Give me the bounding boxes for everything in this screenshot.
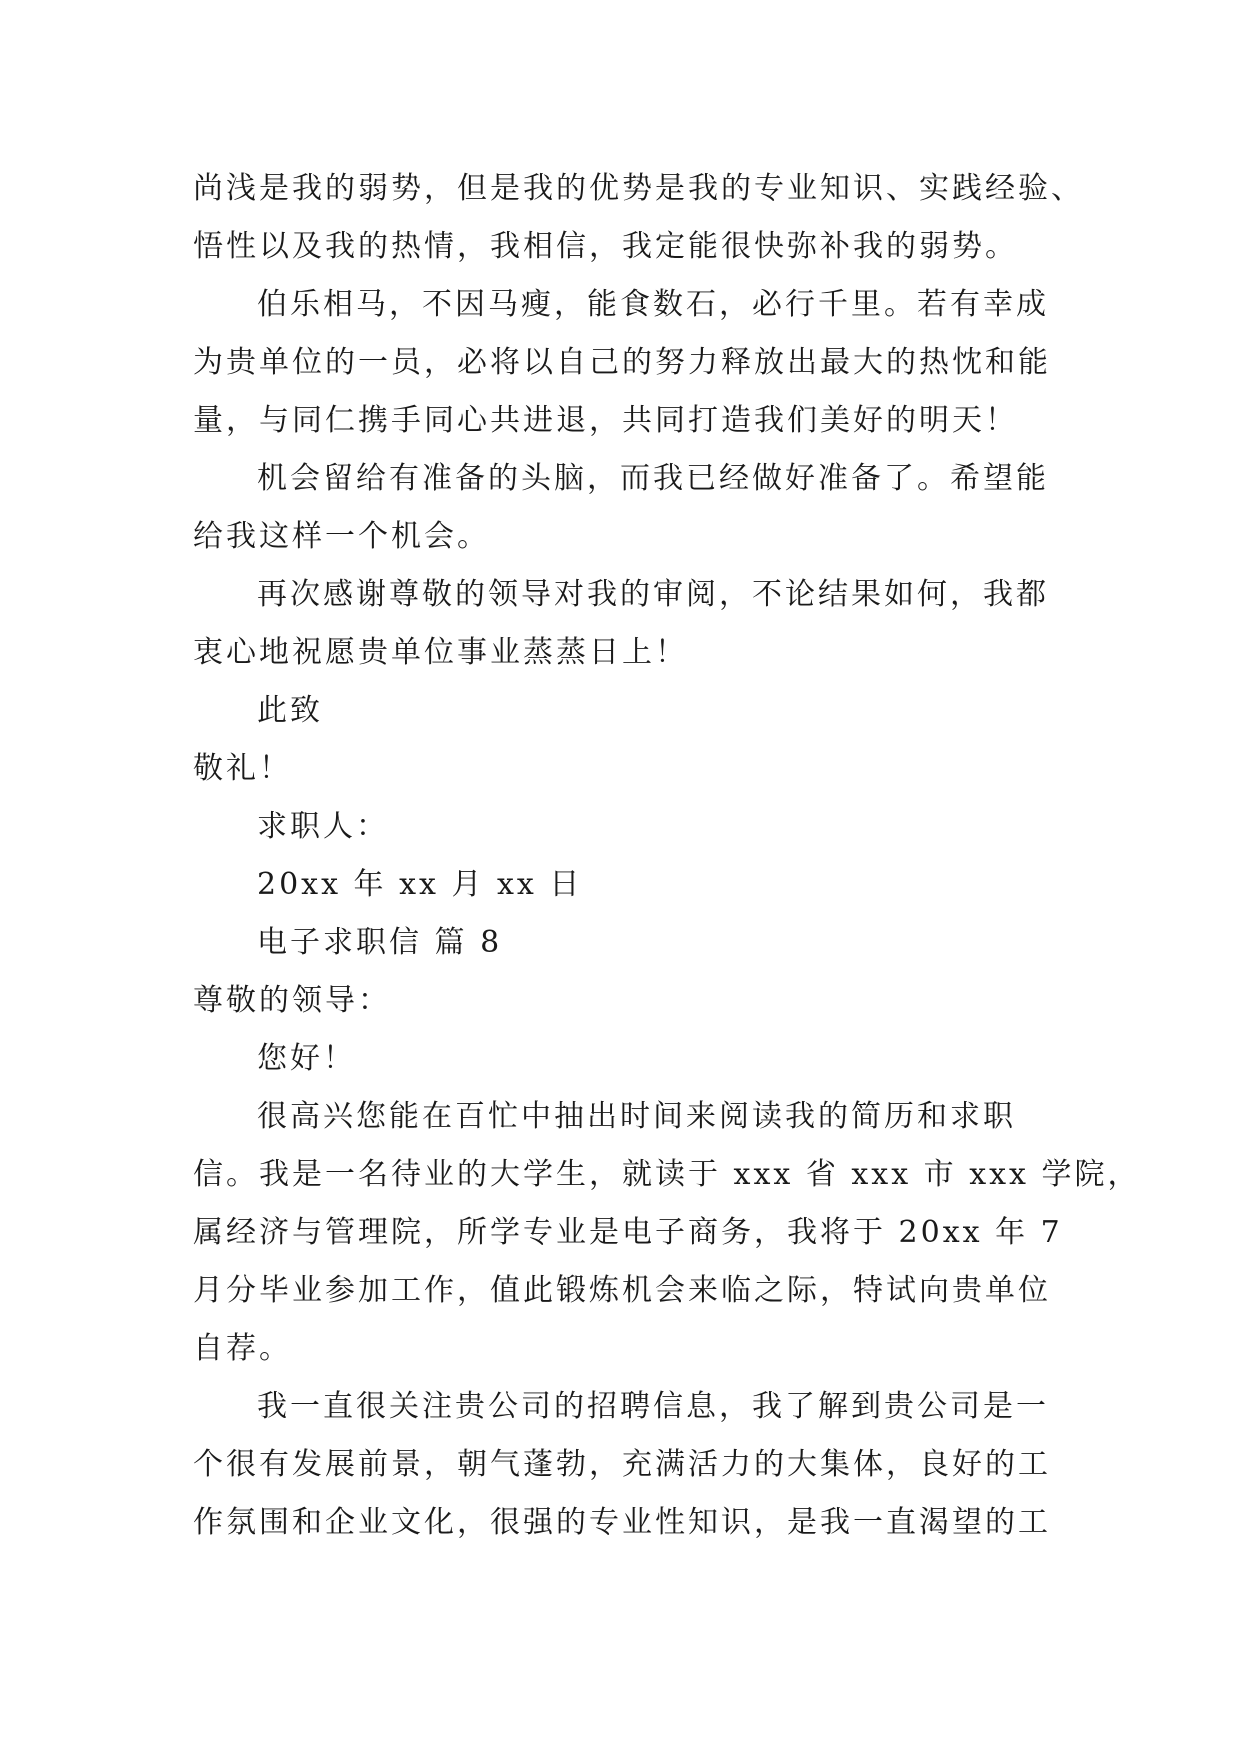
letter-body [193,160,1141,1552]
text-line: 尚浅是我的弱势，但是我的优势是我的专业知识、实践经验、 [193,171,1084,206]
text-line: 我一直很关注贵公司的招聘信息，我了解到贵公司是一 [257,1389,1049,1424]
text-line: 作氛围和企业文化，很强的专业性知识，是我一直渴望的工 [193,1505,1051,1540]
text-line: 再次感谢尊敬的领导对我的审阅，不论结果如何，我都 [257,577,1049,612]
text-line: 机会留给有准备的头脑，而我已经做好准备了。希望能 [257,461,1049,496]
text-line: 信。我是一名待业的大学生，就读于 xxx 省 xxx 市 xxx 学院， [193,1157,1141,1192]
text-line: 很高兴您能在百忙中抽出时间来阅读我的简历和求职 [257,1099,1016,1134]
text-line: 伯乐相马，不因马瘦，能食数石，必行千里。若有幸成 [257,287,1049,322]
section-title: 电子求职信 篇 8 [257,925,503,960]
text-line: 个很有发展前景，朝气蓬勃，充满活力的大集体，良好的工 [193,1447,1051,1482]
text-line: 悟性以及我的热情，我相信，我定能很快弥补我的弱势。 [193,229,1018,264]
greeting-hello: 您好！ [257,1041,356,1076]
closing-phrase: 此致 [257,693,323,728]
text-line: 量，与同仁携手同心共进退，共同打造我们美好的明天！ [193,403,1018,438]
greeting: 尊敬的领导： [193,983,391,1018]
text-line: 属经济与管理院，所学专业是电子商务，我将于 20xx 年 7 [193,1215,1063,1250]
text-line: 为贵单位的一员，必将以自己的努力释放出最大的热忱和能 [193,345,1051,380]
signature-label: 求职人： [257,809,389,844]
text-line: 月分毕业参加工作，值此锻炼机会来临之际，特试向贵单位 [193,1273,1051,1308]
text-line: 自荐。 [193,1331,292,1366]
date-line: 20xx 年 xx 月 xx 日 [257,867,583,902]
text-line: 衷心地祝愿贵单位事业蒸蒸日上！ [193,635,688,670]
salutation-closing: 敬礼！ [193,751,292,786]
text-line: 给我这样一个机会。 [193,519,490,554]
